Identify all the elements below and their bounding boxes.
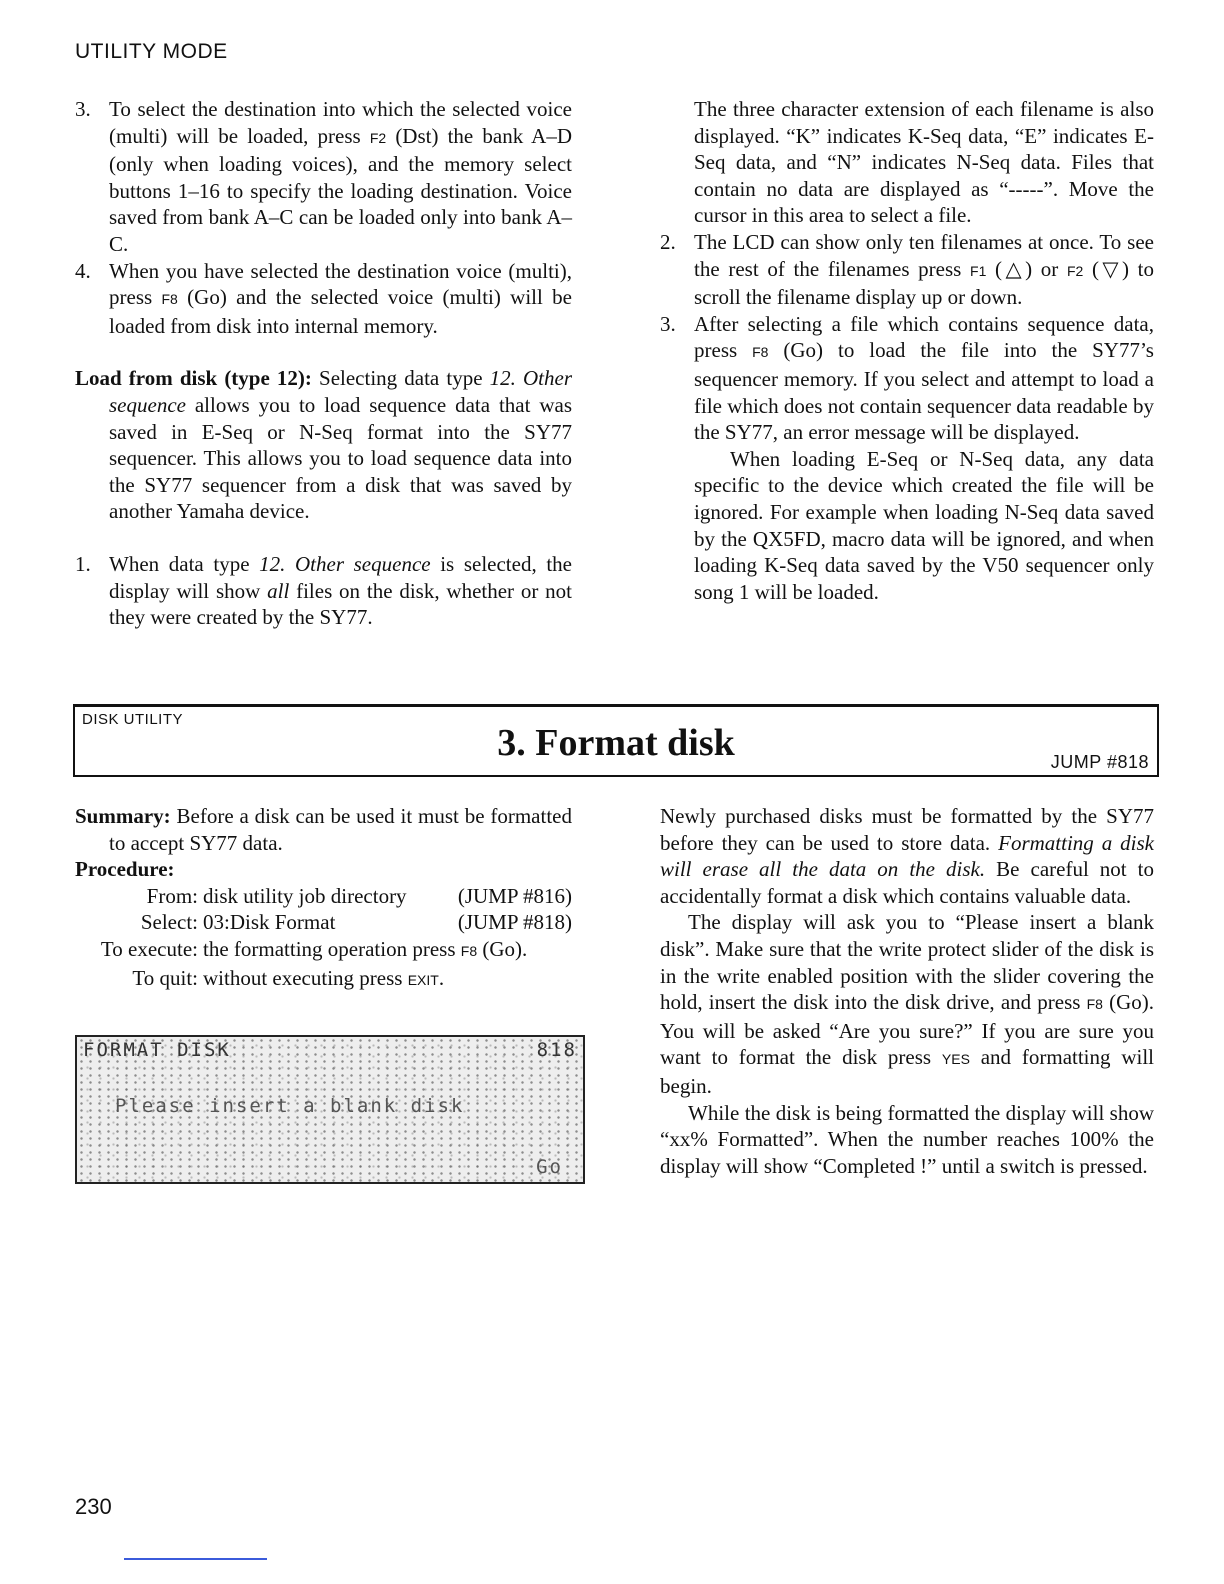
- section-banner: [73, 704, 1159, 777]
- bottom-right-column: [660, 803, 1154, 1179]
- formatting-progress-paragraph: While the disk is being formatted the display will show “xx% Formatted”. When the number reaches 100% the display will show “Completed !” until a switch is pressed.: [660, 1100, 1154, 1178]
- key-f8: F8: [1086, 996, 1103, 1013]
- extension-paragraph: The three character extension of each filename is also displayed. “K” indicates K-Seq data, “E” indicates E-Seq data, and “N” indicates N-Seq data. Files that contain no data are displayed as “-----”. Move the cursor in this area to select a file.: [694, 97, 1154, 228]
- step-1-other-sequence: 1. When data type 12. Other sequence is selected, the display will show all files on the disk, whether or not they were created by the SY77.: [75, 551, 572, 630]
- lcd-message: Please insert a blank disk: [115, 1095, 465, 1117]
- procedure-select: Select: 03:Disk Format (JUMP #818): [140, 910, 572, 935]
- key-f2: F2: [369, 129, 387, 146]
- lcd-title: FORMAT DISK: [83, 1039, 231, 1061]
- step-number: 3.: [75, 97, 91, 121]
- bottom-left-column: [75, 803, 572, 993]
- lcd-jump: 818: [536, 1039, 577, 1061]
- procedure-quit: To quit: without executing press EXIT.: [132, 965, 445, 990]
- top-left-column: [75, 96, 572, 631]
- step-4-load: 4. When you have selected the destination voice (multi), press F8 (Go) and the selected voice (multi) will be loaded from disk into internal memory.: [75, 258, 572, 338]
- device-specific-note: When loading E-Seq or N-Seq data, any data specific to the device which created the file will be ignored. For example when loading N-Seq data saved by the QX5FD, macro data will be ignored, and when loading K-Seq data saved by the V50 sequencer only song 1 will be loaded.: [694, 446, 1154, 604]
- key-exit: EXIT: [407, 971, 439, 988]
- summary-label: Summary:: [75, 804, 171, 828]
- step-number: 4.: [75, 258, 91, 283]
- page-number: 230: [75, 1494, 112, 1519]
- key-yes: YES: [941, 1051, 970, 1068]
- lcd-go-label: Go: [536, 1156, 563, 1178]
- key-f8: F8: [752, 344, 769, 361]
- step-2-scroll: 2. The LCD can show only ten filenames at once. To see the rest of the filenames press F1 (△) or F2 (▽) to scroll the filename display up or down.: [660, 229, 1154, 310]
- lcd-display: [75, 1035, 585, 1184]
- banner-category: DISK UTILITY: [82, 711, 184, 728]
- format-warning-paragraph: Newly purchased disks must be formatted by the SY77 before they can be used to store data. Formatting a disk will erase all the data on the disk. Be careful not to accidentally format a disk which contains valuable data.: [660, 804, 1155, 908]
- key-f8: F8: [161, 291, 178, 308]
- load-from-disk-paragraph: Load from disk (type 12): Selecting data type 12. Other sequence allows you to load sequence data that was saved in E-Seq or N-Seq format into the SY77 sequencer. This allows you to load sequence data into the SY77 sequencer from a disk that was saved by another Yamaha device.: [75, 366, 572, 524]
- key-f1: F1: [970, 262, 987, 279]
- top-right-column: [660, 96, 1154, 605]
- footer-rule: [124, 1558, 267, 1560]
- step-number: 2.: [660, 229, 676, 254]
- banner-jump-number: JUMP #818: [1050, 752, 1149, 772]
- step-3-destination: 3. To select the destination into which the selected voice (multi) will be loaded, press F2 (Dst) the bank A–D (only when loading voices), and the memory select buttons 1–16 to specify the loading destination. Voice saved from bank A–C can be loaded only into bank A–C.: [75, 97, 573, 256]
- step-number: 3.: [660, 311, 676, 336]
- section-title: 3. Format disk: [497, 722, 735, 764]
- load-heading: Load from disk (type 12):: [75, 366, 312, 391]
- step-number: 1.: [75, 551, 91, 576]
- key-f8: F8: [460, 942, 478, 959]
- procedure-label: Procedure:: [75, 857, 175, 882]
- procedure-from: From: disk utility job directory (JUMP #816): [146, 883, 572, 908]
- insert-disk-paragraph: The display will ask you to “Please insert a blank disk”. Make sure that the write protect slider of the disk is in the write enabled position with the slider covering the hold, insert the disk into the disk drive, and press F8 (Go). You will be asked “Are you sure?” If you are sure you want to format the disk press YES and formatting will begin.: [660, 910, 1155, 1098]
- key-f2: F2: [1066, 262, 1084, 279]
- summary: Summary: Before a disk can be used it must be formatted to accept SY77 data.: [75, 804, 572, 855]
- procedure-execute: To execute: the formatting operation press F8 (Go).: [100, 936, 528, 961]
- step-3-load-file: 3. After selecting a file which contains sequence data, press F8 (Go) to load the file into the SY77’s sequencer memory. If you select and attempt to load a file which does not contain sequencer data readable by the SY77, an error message will be displayed.: [660, 311, 1154, 445]
- page-section-header: UTILITY MODE: [75, 40, 228, 63]
- lcd-title-row: [83, 1039, 577, 1061]
